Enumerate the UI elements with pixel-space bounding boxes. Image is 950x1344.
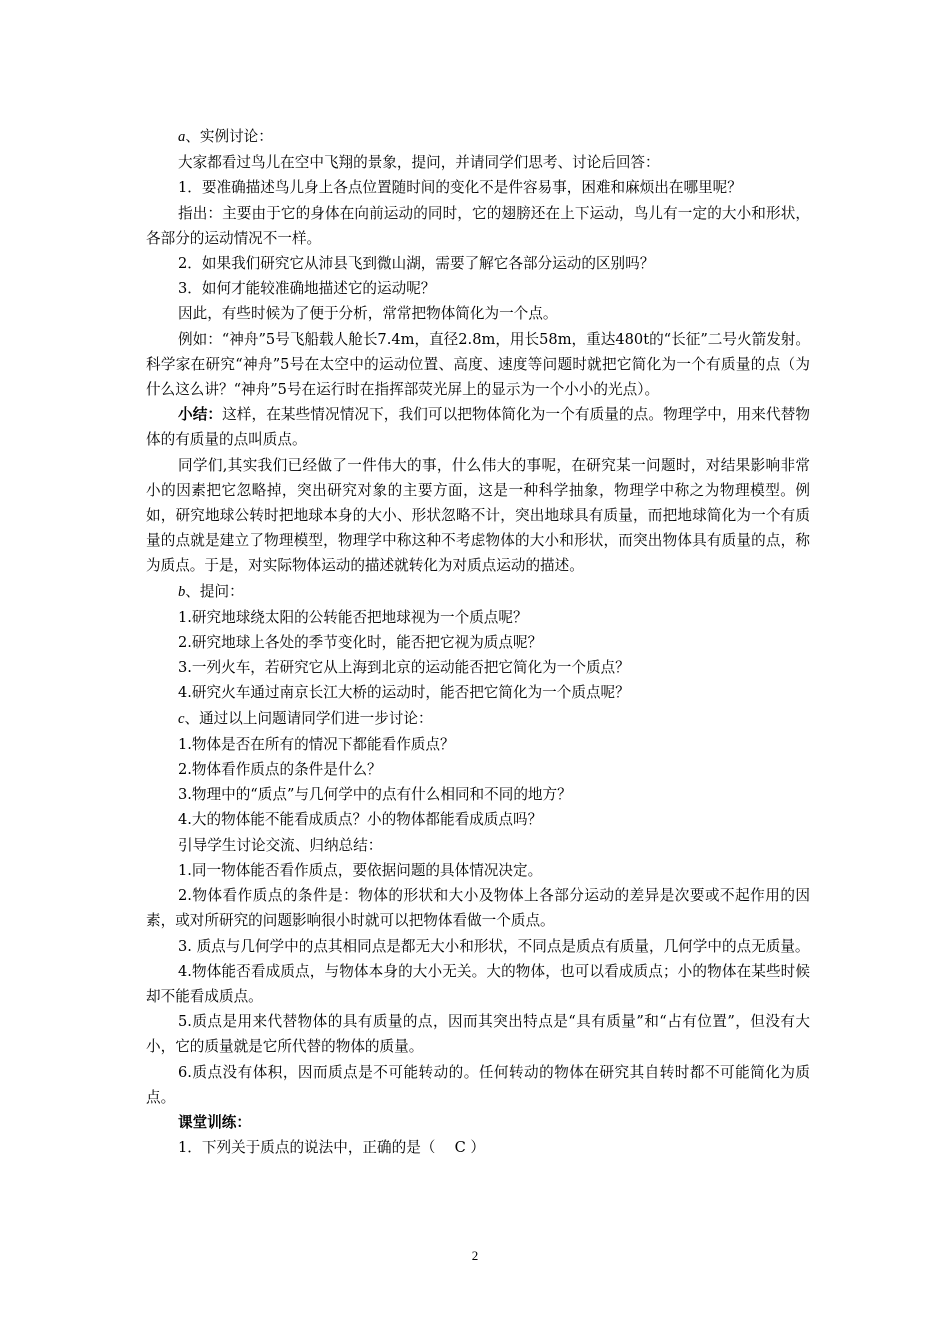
paragraph-text: 、实例讨论： <box>185 128 273 145</box>
paragraph-text: 、提问： <box>185 582 244 600</box>
item-label: b <box>178 583 186 600</box>
question-3: 3．如何才能较准确地描述它的运动呢？ <box>178 280 436 298</box>
question-1: 1．要准确描述鸟儿身上各点位置随时间的变化不是件容易事，困难和麻烦出在哪里呢？ <box>178 179 742 197</box>
item-label: c <box>178 710 185 727</box>
paragraph-model: 同学们,其实我们已经做了一件伟大的事，什么伟大的事呢，在研究某一问题时，对结果影响非常小的因素把它忽略掉，突出研究对象的主要方面，这是一种科学抽象，物理学中称之为物理模型。例如，研究地球公转时把地球本身的大小、形状忽略不计，突出地球具有质量，而把地球简化为一个有质量的点就是建立了物理模型，物理学中称这种不考虑物体的大小和形状，而突出物体具有质量的点，称为质点。于是，对实际物体运动的描述就转化为对质点运动的描述。 <box>146 456 810 575</box>
paragraph-example: 例如：“神舟”5号飞船载人舱长7.4m，直径2.8m，用长58m，重达480t的“长征”二号火箭发射。科学家在研究“神舟”5号在太空中的运动位置、高度、速度等问题时就把它简化为一个有质量的点（为什么这么讲？“神舟”5号在运行时在指挥部荧光屏上的显示为一个小小的光点）。 <box>146 330 810 399</box>
list-item: 1.研究地球绕太阳的公转能否把地球视为一个质点呢？ <box>178 608 528 626</box>
list-item: 2.物体看作质点的条件是：物体的形状和大小及物体上各部分运动的差异是次要或不起作用的因素，或对所研究的问题影响很小时就可以把物体看做一个质点。 <box>146 887 810 930</box>
paragraph: 因此，有些时候为了便于分析，常常把物体简化为一个点。 <box>178 305 558 323</box>
list-item: 2.研究地球上各处的季节变化时，能否把它视为质点呢？ <box>178 634 543 652</box>
list-item: 4.物体能否看成质点，与物体本身的大小无关。大的物体，也可以看成质点；小的物体在某些时候却不能看成质点。 <box>146 962 810 1005</box>
exercise-question: 1．下列关于质点的说法中，正确的是（ C ） <box>178 1139 486 1157</box>
list-item: 1.同一物体能否看作质点，要依据问题的具体情况决定。 <box>178 861 543 879</box>
paragraph-summary <box>146 402 810 452</box>
paragraph-b-heading <box>146 579 810 605</box>
list-item: 6.质点没有体积，因而质点是不可能转动的。任何转动的物体在研究其自转时都不可能简化为质点。 <box>146 1063 810 1106</box>
paragraph: 指出：主要由于它的身体在向前运动的同时，它的翅膀还在上下运动，鸟儿有一定的大小和形状，各部分的运动情况不一样。 <box>146 204 810 247</box>
document-body <box>146 124 810 1160</box>
question-2: 2．如果我们研究它从沛县飞到微山湖，需要了解它各部分运动的区别吗？ <box>178 255 655 273</box>
list-item: 5.质点是用来代替物体的具有质量的点，因而其突出特点是“具有质量”和“占有位置”，但没有大小，它的质量就是它所代替的物体的质量。 <box>146 1013 810 1056</box>
section-heading <box>146 1110 810 1135</box>
paragraph: 引导学生讨论交流、归纳总结： <box>178 836 383 854</box>
list-item: 1.物体是否在所有的情况下都能看作质点？ <box>178 735 455 753</box>
paragraph-text: 、通过以上问题请同学们进一步讨论： <box>184 709 433 727</box>
paragraph-a-heading <box>146 124 810 150</box>
paragraph-text: 这样，在某些情况情况下，我们可以把物体简化为一个有质量的点。物理学中，用来代替物体的有质量的点叫质点。 <box>146 406 810 449</box>
list-item: 3.物理中的“质点”与几何学中的点有什么相同和不同的地方？ <box>178 786 572 804</box>
page-number: 2 <box>471 1248 479 1263</box>
list-item: 3. 质点与几何学中的点其相同点是都无大小和形状，不同点是质点有质量，几何学中的点无质量。 <box>178 937 810 955</box>
paragraph-c-heading <box>146 706 810 732</box>
item-label: a <box>178 129 186 145</box>
section-title: 课堂训练： <box>178 1113 251 1131</box>
list-item: 2.物体看作质点的条件是什么？ <box>178 761 382 779</box>
list-item: 4.研究火车通过南京长江大桥的运动时，能否把它简化为一个质点呢？ <box>178 684 630 702</box>
list-item: 3.一列火车，若研究它从上海到北京的运动能否把它简化为一个质点？ <box>178 659 630 677</box>
list-item: 4.大的物体能不能看成质点？小的物体都能看成质点吗？ <box>178 811 543 829</box>
summary-label: 小结： <box>178 406 223 424</box>
paragraph: 大家都看过鸟儿在空中飞翔的景象，提问，并请同学们思考、讨论后回答： <box>178 154 660 172</box>
